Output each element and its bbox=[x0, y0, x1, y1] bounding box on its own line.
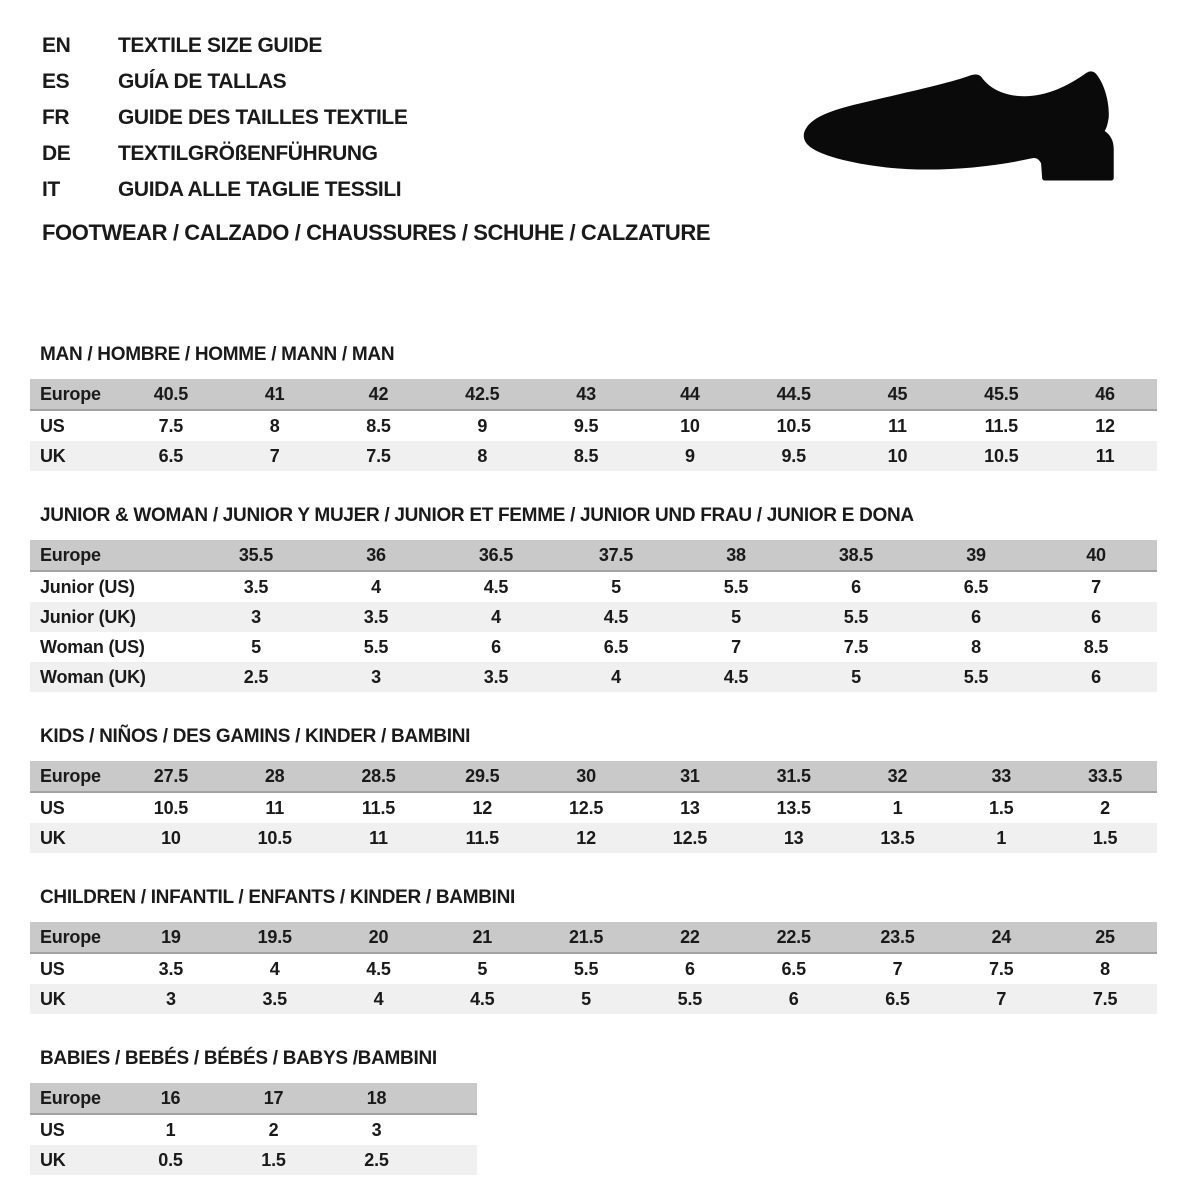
table-row bbox=[30, 572, 1157, 602]
table-row bbox=[30, 793, 1157, 823]
size-tables-container bbox=[30, 344, 1157, 1175]
size-value: 11.5 bbox=[984, 415, 1018, 436]
table-header-row bbox=[30, 540, 1157, 572]
size-value: 5.5 bbox=[723, 576, 749, 597]
row-label: US bbox=[40, 415, 65, 436]
size-value: 3.5 bbox=[262, 988, 287, 1009]
size-value: 10.5 bbox=[776, 415, 811, 436]
lang-code: ES bbox=[42, 70, 70, 93]
size-value: 38 bbox=[726, 544, 746, 565]
size-value: 22.5 bbox=[776, 926, 811, 947]
size-value: 16 bbox=[160, 1087, 181, 1108]
size-value: 3 bbox=[371, 1119, 382, 1140]
section-title: JUNIOR & WOMAN / JUNIOR Y MUJER / JUNIOR ET FEMME / JUNIOR UND FRAU / JUNIOR E DONA bbox=[40, 505, 914, 526]
size-value: 30 bbox=[576, 765, 596, 786]
size-value: 5 bbox=[581, 988, 591, 1009]
size-value: 1 bbox=[165, 1119, 176, 1140]
size-value: 28.5 bbox=[361, 765, 396, 786]
size-section-man bbox=[30, 344, 1157, 471]
table-header-row bbox=[30, 761, 1157, 793]
size-value: 7 bbox=[892, 958, 903, 979]
size-value: 36 bbox=[366, 544, 386, 565]
size-section-junior-woman bbox=[30, 505, 1157, 692]
size-value: 2.5 bbox=[243, 666, 269, 687]
size-value: 25 bbox=[1095, 926, 1115, 947]
size-value: 11 bbox=[888, 415, 907, 436]
size-value: 42.5 bbox=[465, 383, 500, 404]
size-value: 7 bbox=[731, 636, 741, 657]
lang-row-de bbox=[42, 136, 407, 172]
size-value: 18 bbox=[366, 1087, 387, 1108]
size-value: 8 bbox=[971, 636, 981, 657]
size-value: 32 bbox=[887, 765, 908, 786]
size-value: 45 bbox=[887, 383, 908, 404]
size-value: 1.5 bbox=[1092, 827, 1118, 848]
size-value: 9 bbox=[684, 445, 695, 466]
size-value: 12 bbox=[472, 797, 493, 818]
size-value: 4.5 bbox=[483, 576, 509, 597]
size-value: 10.5 bbox=[984, 445, 1019, 466]
table-row bbox=[30, 662, 1157, 692]
row-label: UK bbox=[40, 445, 66, 466]
size-value: 44 bbox=[680, 383, 700, 404]
size-value: 21.5 bbox=[568, 926, 604, 947]
size-value: 5 bbox=[611, 576, 621, 597]
size-value: 3.5 bbox=[483, 666, 509, 687]
size-value: 8 bbox=[477, 445, 488, 466]
size-section-babies bbox=[30, 1048, 1157, 1175]
lang-code: EN bbox=[42, 34, 71, 57]
row-label: Junior (US) bbox=[40, 576, 135, 597]
size-value: 9.5 bbox=[781, 445, 806, 466]
lang-label: GUÍA DE TALLAS bbox=[118, 70, 287, 93]
row-label: Woman (UK) bbox=[40, 666, 146, 687]
size-value: 35.5 bbox=[238, 544, 274, 565]
size-value: 31 bbox=[680, 765, 700, 786]
size-value: 46 bbox=[1095, 383, 1115, 404]
size-value: 8.5 bbox=[1083, 636, 1109, 657]
size-value: 13 bbox=[680, 797, 700, 818]
size-value: 8.5 bbox=[573, 445, 599, 466]
row-label: UK bbox=[40, 827, 66, 848]
size-value: 19 bbox=[161, 926, 181, 947]
size-value: 4 bbox=[373, 988, 384, 1009]
size-value: 31.5 bbox=[776, 765, 811, 786]
lang-row-it bbox=[42, 172, 407, 208]
size-value: 6.5 bbox=[963, 576, 989, 597]
size-value: 40.5 bbox=[153, 383, 189, 404]
table-header-row bbox=[30, 1083, 477, 1115]
size-value: 7 bbox=[269, 445, 280, 466]
table-row bbox=[30, 602, 1157, 632]
size-value: 33.5 bbox=[1087, 765, 1123, 786]
size-value: 4.5 bbox=[470, 988, 495, 1009]
size-value: 6.5 bbox=[158, 445, 184, 466]
size-value: 3.5 bbox=[363, 606, 389, 627]
size-value: 42 bbox=[368, 383, 389, 404]
size-value: 3 bbox=[165, 988, 176, 1009]
row-label: Europe bbox=[40, 544, 101, 565]
row-label: Europe bbox=[40, 1087, 101, 1108]
size-value: 3.5 bbox=[243, 576, 269, 597]
size-value: 10.5 bbox=[257, 827, 292, 848]
row-label: UK bbox=[40, 1149, 66, 1170]
size-value: 11 bbox=[369, 827, 388, 848]
size-value: 11 bbox=[1095, 445, 1115, 466]
row-label: Junior (UK) bbox=[40, 606, 136, 627]
size-value: 17 bbox=[263, 1087, 284, 1108]
language-title-list bbox=[42, 28, 407, 208]
size-value: 6 bbox=[788, 988, 799, 1009]
size-value: 7.5 bbox=[158, 415, 184, 436]
size-value: 6 bbox=[1091, 606, 1101, 627]
row-label: Europe bbox=[40, 765, 101, 786]
section-title: KIDS / NIÑOS / DES GAMINS / KINDER / BAMBINI bbox=[40, 726, 471, 747]
size-table-man bbox=[30, 379, 1157, 471]
lang-code: IT bbox=[42, 178, 60, 201]
size-value: 44.5 bbox=[776, 383, 811, 404]
section-title: CHILDREN / INFANTIL / ENFANTS / KINDER / BAMBINI bbox=[40, 887, 516, 908]
size-value: 0.5 bbox=[158, 1149, 183, 1170]
size-value: 19.5 bbox=[257, 926, 292, 947]
table-row bbox=[30, 441, 1157, 471]
lang-row-es bbox=[42, 64, 407, 100]
section-title: MAN / HOMBRE / HOMME / MANN / MAN bbox=[40, 344, 395, 365]
size-value: 6 bbox=[971, 606, 981, 627]
size-value: 9.5 bbox=[573, 415, 599, 436]
lang-label: GUIDE DES TAILLES TEXTILE bbox=[118, 106, 408, 129]
size-table-children bbox=[30, 922, 1157, 1014]
table-row bbox=[30, 411, 1157, 441]
row-label: UK bbox=[40, 988, 66, 1009]
size-section-children bbox=[30, 887, 1157, 1014]
size-value: 5.5 bbox=[573, 958, 599, 979]
size-table-junior-woman bbox=[30, 540, 1157, 692]
lang-row-fr bbox=[42, 100, 407, 136]
size-table-kids bbox=[30, 761, 1157, 853]
size-value: 33 bbox=[991, 765, 1012, 786]
size-value: 8 bbox=[269, 415, 280, 436]
size-value: 4.5 bbox=[723, 666, 749, 687]
size-value: 12.5 bbox=[568, 797, 604, 818]
size-value: 4.5 bbox=[366, 958, 391, 979]
size-value: 1.5 bbox=[989, 797, 1014, 818]
size-value: 6.5 bbox=[781, 958, 806, 979]
lang-label: TEXTILE SIZE GUIDE bbox=[118, 34, 322, 57]
size-value: 11.5 bbox=[361, 797, 396, 818]
lang-code: FR bbox=[42, 106, 70, 129]
size-value: 10 bbox=[680, 415, 700, 436]
size-value: 7.5 bbox=[366, 445, 391, 466]
size-value: 4 bbox=[371, 576, 381, 597]
size-value: 4 bbox=[491, 606, 501, 627]
size-value: 12.5 bbox=[672, 827, 707, 848]
size-value: 22 bbox=[680, 926, 700, 947]
row-label: US bbox=[40, 797, 65, 818]
size-value: 5.5 bbox=[677, 988, 703, 1009]
size-value: 21 bbox=[472, 926, 493, 947]
size-value: 7 bbox=[1091, 576, 1101, 597]
size-value: 6 bbox=[1091, 666, 1101, 687]
size-value: 36.5 bbox=[478, 544, 514, 565]
size-value: 5.5 bbox=[843, 606, 869, 627]
size-value: 13.5 bbox=[880, 827, 915, 848]
size-value: 4 bbox=[269, 958, 280, 979]
size-section-kids bbox=[30, 726, 1157, 853]
size-value: 6.5 bbox=[885, 988, 910, 1009]
size-value: 6 bbox=[684, 958, 695, 979]
size-value: 40 bbox=[1086, 544, 1106, 565]
size-value: 5.5 bbox=[363, 636, 389, 657]
row-label: US bbox=[40, 958, 65, 979]
table-row bbox=[30, 984, 1157, 1014]
size-value: 7 bbox=[996, 988, 1007, 1009]
row-label: Woman (US) bbox=[40, 636, 145, 657]
size-value: 13.5 bbox=[776, 797, 811, 818]
size-value: 2 bbox=[1100, 797, 1110, 818]
size-value: 37.5 bbox=[598, 544, 634, 565]
size-value: 5 bbox=[477, 958, 488, 979]
size-value: 3 bbox=[371, 666, 381, 687]
size-value: 12 bbox=[576, 827, 596, 848]
size-value: 1.5 bbox=[261, 1149, 286, 1170]
size-value: 8.5 bbox=[366, 415, 391, 436]
table-row bbox=[30, 1145, 477, 1175]
size-value: 5 bbox=[251, 636, 261, 657]
size-value: 2 bbox=[268, 1119, 279, 1140]
size-value: 45.5 bbox=[984, 383, 1019, 404]
row-label: US bbox=[40, 1119, 65, 1140]
size-value: 3.5 bbox=[158, 958, 184, 979]
size-value: 10 bbox=[161, 827, 181, 848]
dress-shoe-icon bbox=[800, 68, 1145, 186]
size-value: 5.5 bbox=[963, 666, 989, 687]
table-header-row bbox=[30, 379, 1157, 411]
size-value: 6 bbox=[491, 636, 501, 657]
size-value: 43 bbox=[576, 383, 596, 404]
size-value: 7.5 bbox=[1092, 988, 1118, 1009]
size-table-babies bbox=[30, 1083, 477, 1175]
size-value: 8 bbox=[1100, 958, 1110, 979]
size-value: 11 bbox=[265, 797, 285, 818]
size-value: 20 bbox=[368, 926, 389, 947]
size-value: 38.5 bbox=[838, 544, 874, 565]
row-label: Europe bbox=[40, 926, 101, 947]
size-value: 4.5 bbox=[603, 606, 629, 627]
size-value: 6.5 bbox=[603, 636, 629, 657]
table-row bbox=[30, 632, 1157, 662]
table-header-row bbox=[30, 922, 1157, 954]
table-row bbox=[30, 1115, 477, 1145]
size-value: 12 bbox=[1095, 415, 1115, 436]
size-value: 24 bbox=[991, 926, 1012, 947]
size-value: 5 bbox=[731, 606, 741, 627]
lang-label: GUIDA ALLE TAGLIE TESSILI bbox=[118, 178, 402, 201]
size-value: 10.5 bbox=[153, 797, 189, 818]
size-value: 7.5 bbox=[989, 958, 1014, 979]
size-value: 3 bbox=[251, 606, 261, 627]
lang-row-en bbox=[42, 28, 407, 64]
size-value: 11.5 bbox=[465, 827, 499, 848]
size-value: 4 bbox=[611, 666, 621, 687]
size-value: 13 bbox=[783, 827, 804, 848]
lang-code: DE bbox=[42, 142, 71, 165]
lang-label: TEXTILGRÖßENFÜHRUNG bbox=[118, 142, 378, 165]
table-row bbox=[30, 823, 1157, 853]
size-value: 28 bbox=[264, 765, 285, 786]
table-row bbox=[30, 954, 1157, 984]
size-value: 6 bbox=[851, 576, 861, 597]
size-value: 5 bbox=[851, 666, 861, 687]
section-title: BABIES / BEBÉS / BÉBÉS / BABYS /BAMBINI bbox=[40, 1048, 437, 1069]
size-value: 39 bbox=[966, 544, 986, 565]
size-value: 10 bbox=[887, 445, 908, 466]
size-value: 29.5 bbox=[465, 765, 500, 786]
size-value: 1 bbox=[996, 827, 1007, 848]
size-value: 27.5 bbox=[153, 765, 189, 786]
size-value: 41 bbox=[264, 383, 285, 404]
size-value: 9 bbox=[477, 415, 488, 436]
size-value: 2.5 bbox=[364, 1149, 389, 1170]
size-value: 7.5 bbox=[843, 636, 869, 657]
row-label: Europe bbox=[40, 383, 101, 404]
size-value: 1 bbox=[892, 797, 903, 818]
category-title: FOOTWEAR / CALZADO / CHAUSSURES / SCHUHE / CALZATURE bbox=[42, 220, 711, 245]
size-value: 23.5 bbox=[880, 926, 915, 947]
